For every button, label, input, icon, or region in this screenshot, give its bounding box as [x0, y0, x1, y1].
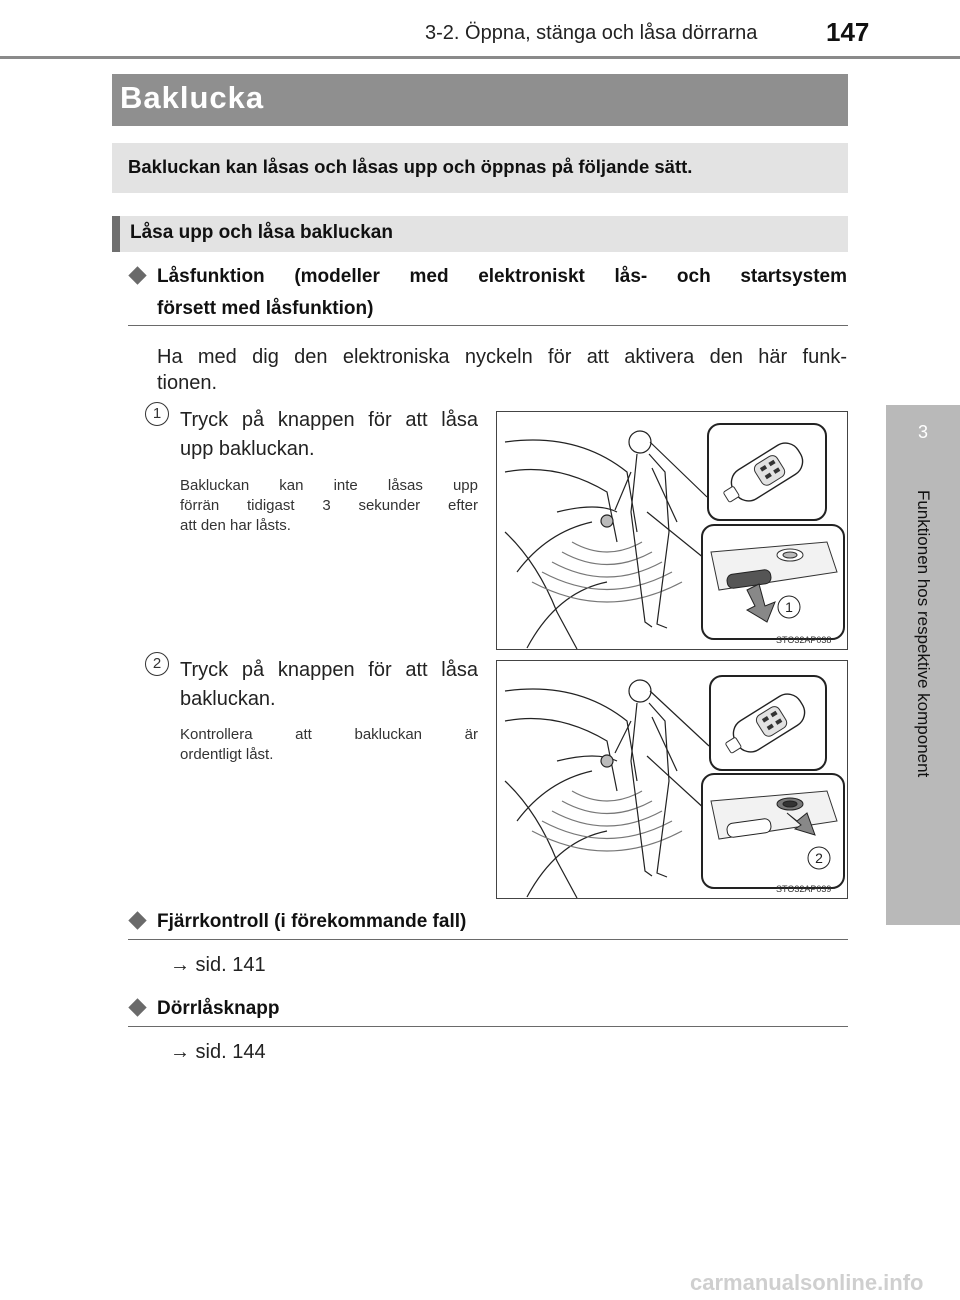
- side-tab-number: 3: [917, 422, 928, 442]
- section-body-line1: Ha med dig den elektroniska nyckeln för att aktivera den här funk-: [157, 346, 847, 368]
- figure-code: STO32AP039: [776, 884, 832, 894]
- step-note-line3: att den har låsts.: [180, 517, 291, 534]
- diamond-bullet-icon: [128, 911, 146, 929]
- step-note-line1: Kontrollera att bakluckan är: [180, 726, 478, 743]
- section-rule: [128, 1026, 848, 1027]
- intro-text: Bakluckan kan låsas och låsas upp och öppnas på följande sätt.: [128, 156, 693, 177]
- side-tab-label: Funktionen hos respektive komponent: [914, 490, 933, 778]
- subsection-title: Låsa upp och låsa bakluckan: [130, 222, 393, 243]
- header-rule: [0, 56, 960, 59]
- step-number-badge: 1: [145, 402, 169, 426]
- tailgate-lock-illustration: [497, 661, 847, 898]
- step-note-line1: Bakluckan kan inte låsas upp: [180, 477, 478, 494]
- step-note-line2: förrän tidigast 3 sekunder efter: [180, 497, 478, 514]
- section-title-line2: försett med låsfunktion): [157, 298, 374, 319]
- callout-label: 1: [785, 599, 793, 615]
- section-rule: [128, 325, 848, 326]
- step-text-line1: Tryck på knappen för att låsa: [180, 659, 478, 681]
- section-title-line1: Låsfunktion (modeller med elektroniskt lås- och startsystem: [157, 266, 847, 287]
- figure-lock-tailgate: [496, 660, 848, 899]
- diamond-bullet-icon: [128, 998, 146, 1016]
- section-rule: [128, 939, 848, 940]
- step-text-line1: Tryck på knappen för att låsa: [180, 409, 478, 431]
- section-title: Fjärrkontroll (i förekommande fall): [157, 911, 467, 932]
- page-reference: → sid. 141: [170, 954, 266, 976]
- figure-code: STO32AP038: [776, 635, 832, 645]
- figure-unlock-tailgate: [496, 411, 848, 650]
- page-reference: → sid. 144: [170, 1041, 266, 1063]
- page-number: 147: [826, 17, 870, 47]
- step-number-badge: 2: [145, 652, 169, 676]
- step-note-line2: ordentligt låst.: [180, 746, 274, 763]
- chapter-title: 3-2. Öppna, stänga och låsa dörrarna: [425, 22, 758, 44]
- section-title: Dörrlåsknapp: [157, 998, 280, 1019]
- step-text-line2: upp bakluckan.: [180, 438, 315, 460]
- diamond-bullet-icon: [128, 266, 146, 284]
- section-body-line2: tionen.: [157, 372, 218, 394]
- callout-label: 2: [815, 850, 823, 866]
- page-title: Baklucka: [120, 80, 265, 115]
- tailgate-unlock-illustration: [497, 412, 847, 649]
- watermark: carmanualsonline.info: [690, 1270, 924, 1295]
- step-text-line2: bakluckan.: [180, 688, 276, 710]
